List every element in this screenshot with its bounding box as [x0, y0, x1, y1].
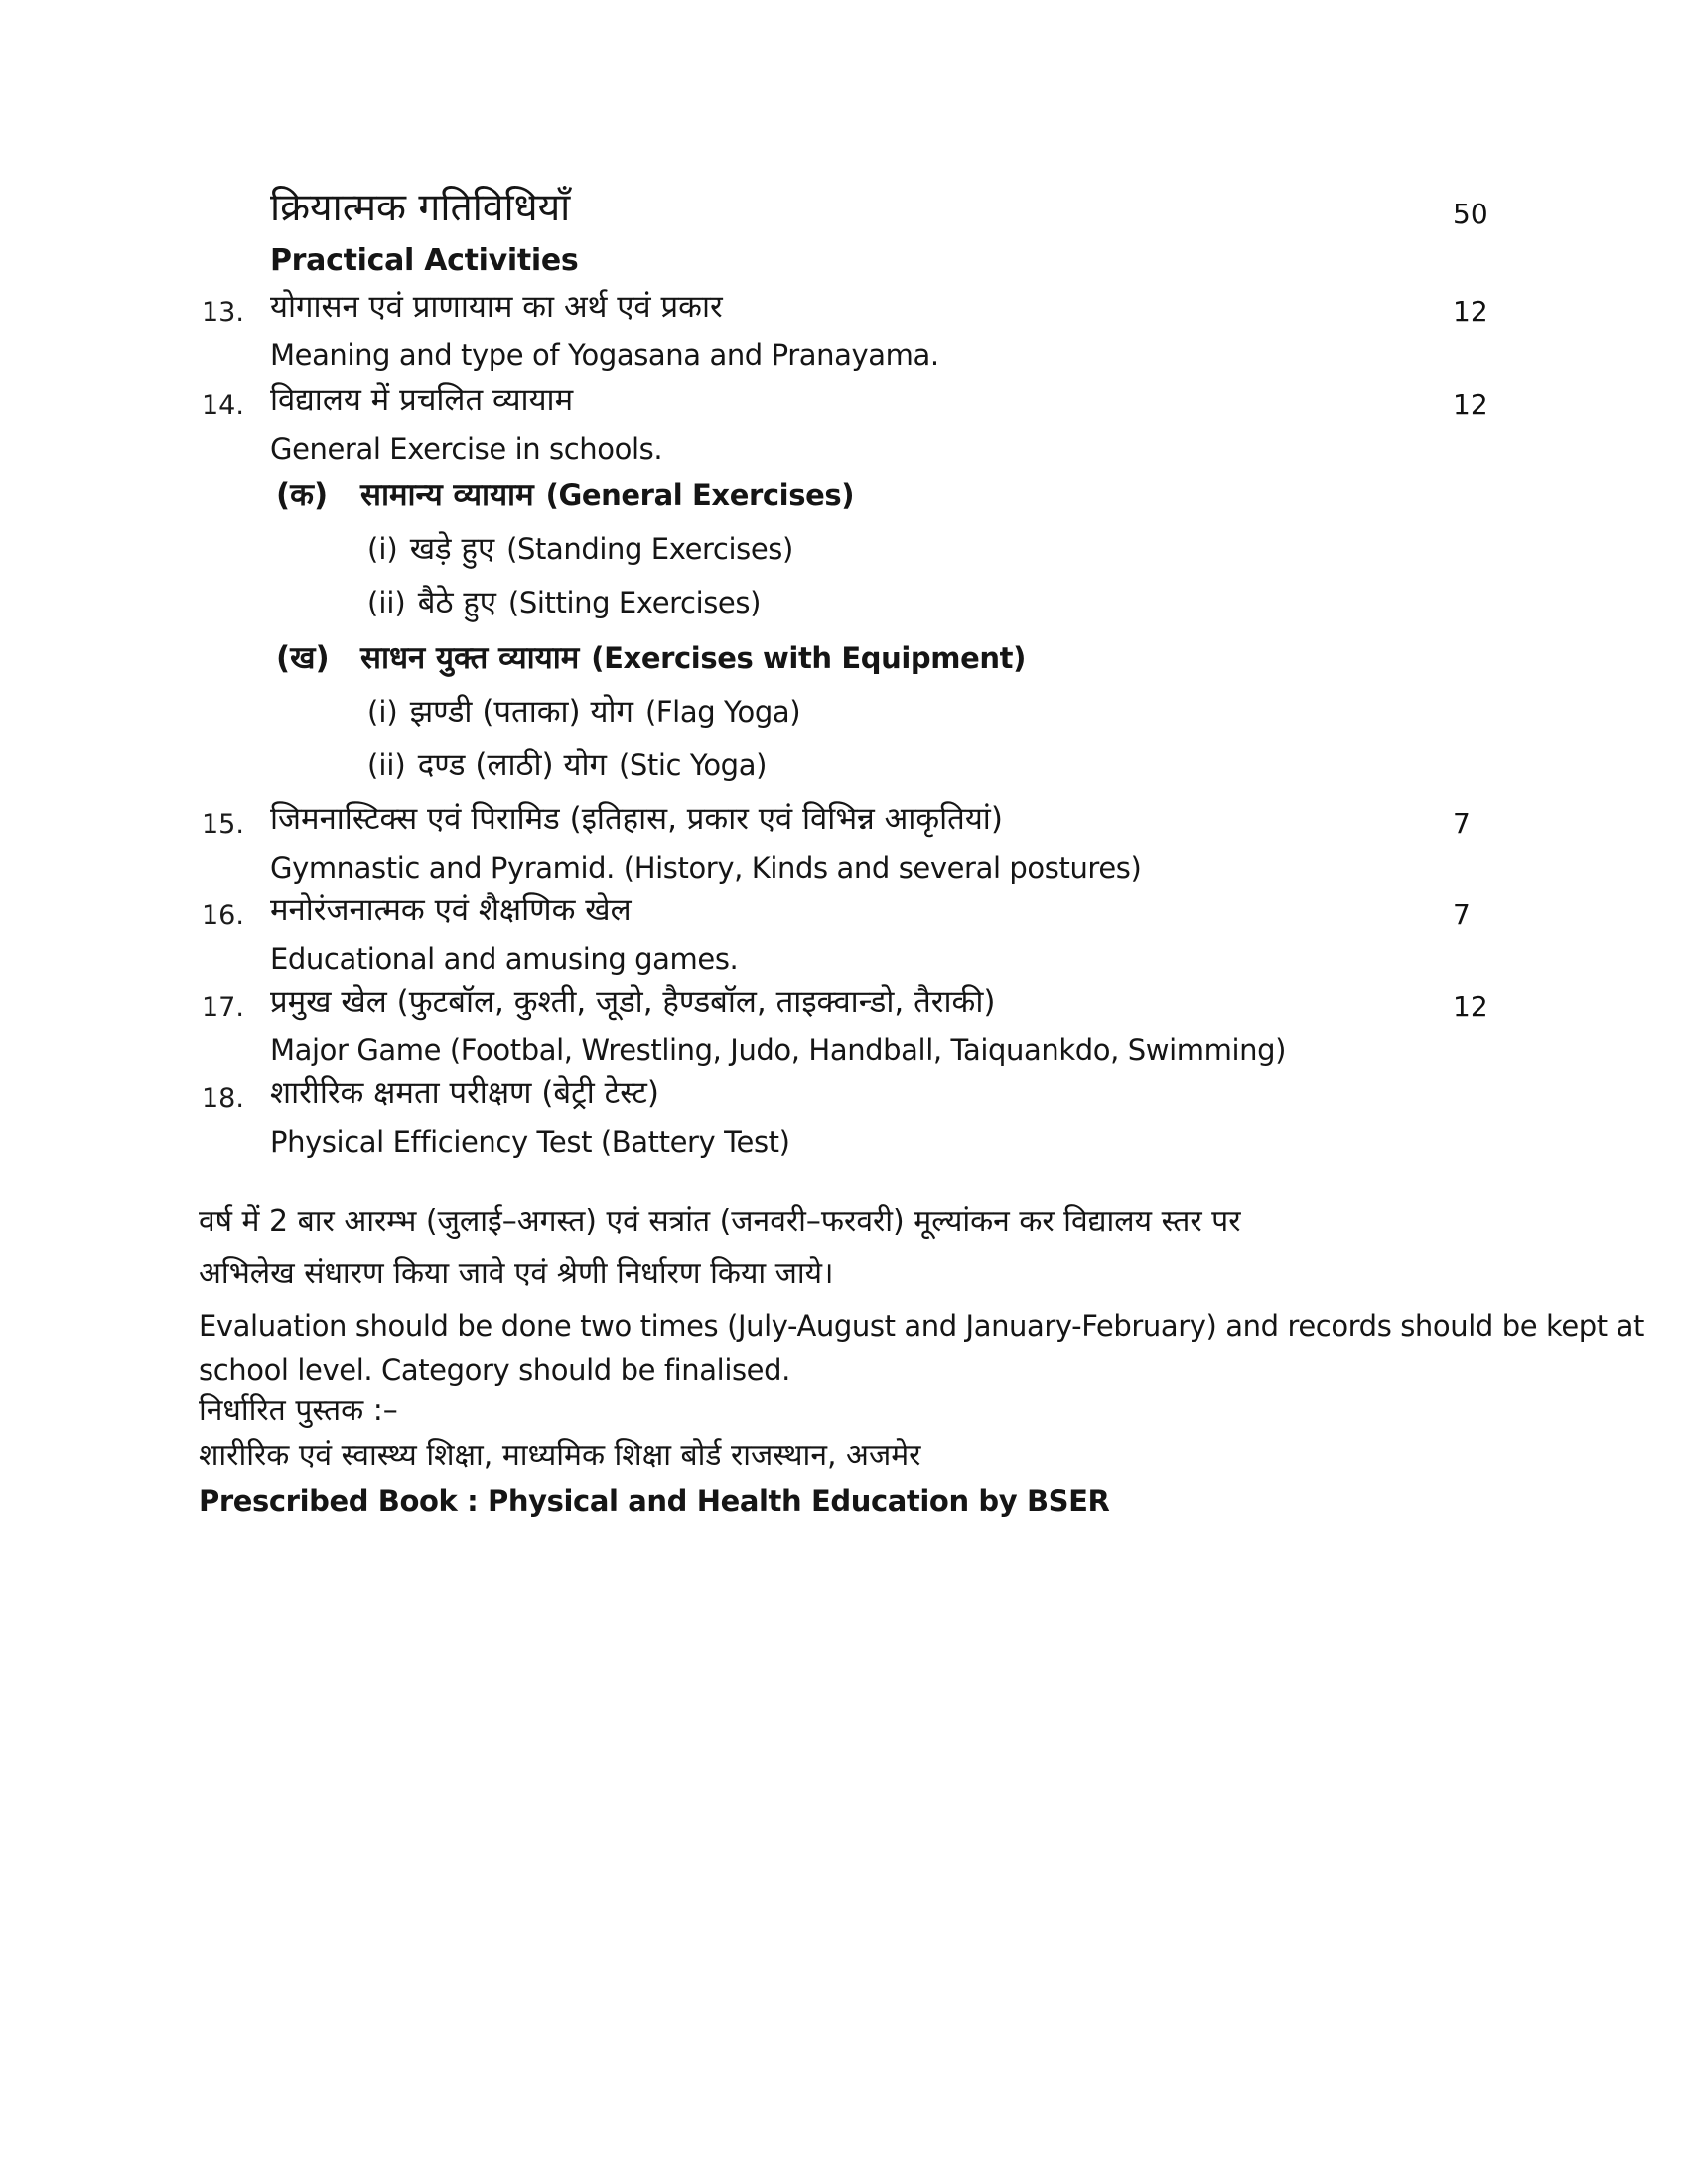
item-13-number: 13. — [202, 297, 244, 328]
item-18-title-hindi: शारीरिक क्षमता परीक्षण (बेट्री टेस्ट) — [270, 1075, 660, 1111]
subsection-ka-title-english: (General Exercises) — [545, 478, 855, 512]
point-i-label: (i) — [367, 695, 398, 729]
subsection-ka-title — [360, 477, 854, 515]
item-16-marks: 7 — [1453, 898, 1471, 931]
point-i-hindi: खड़े हुए — [409, 531, 495, 567]
evaluation-note-hindi-line2: अभिलेख संधारण किया जावे एवं श्रेणी निर्धारण किया जाये। — [199, 1256, 834, 1291]
prescribed-book-label-hindi: निर्धारित पुस्तक :– — [199, 1393, 398, 1428]
item-16-title-english: Educational and amusing games. — [270, 942, 739, 976]
item-14-number: 14. — [202, 390, 244, 421]
subsection-ka-point-1 — [367, 530, 793, 569]
point-i-english: (Flag Yoga) — [644, 695, 801, 729]
point-i-label: (i) — [367, 532, 398, 566]
item-18-number: 18. — [202, 1083, 244, 1114]
item-15-number: 15. — [202, 809, 244, 840]
subsection-kha-title-english: (Exercises with Equipment) — [591, 641, 1026, 675]
item-15-title-english: Gymnastic and Pyramid. (History, Kinds and several postures) — [270, 851, 1142, 885]
point-ii-hindi: दण्ड (लाठी) योग — [417, 748, 607, 783]
subsection-ka-point-2 — [367, 584, 761, 622]
item-17-title-hindi: प्रमुख खेल (फुटबॉल, कुश्ती, जूडो, हैण्डबॉल, ताइक्वान्डो, तैराकी) — [270, 984, 996, 1020]
item-16-title-hindi: मनोरंजनात्मक एवं शैक्षणिक खेल — [270, 892, 632, 928]
item-14-marks: 12 — [1453, 388, 1488, 421]
point-i-english: (Standing Exercises) — [506, 532, 793, 566]
subsection-kha-label: (ख) — [276, 640, 330, 676]
item-13-title-english: Meaning and type of Yogasana and Pranayama. — [270, 339, 939, 372]
subsection-kha-title-hindi: साधन युक्त व्यायाम — [360, 640, 580, 676]
item-14-title-english: General Exercise in schools. — [270, 432, 663, 466]
evaluation-note-english-line1: Evaluation should be done two times (July-August and January-February) and records should be kept at — [199, 1309, 1644, 1343]
point-ii-english: (Stic Yoga) — [618, 749, 767, 782]
section-marks: 50 — [1453, 198, 1488, 230]
item-17-title-english: Major Game (Footbal, Wrestling, Judo, Handball, Taiquankdo, Swimming) — [270, 1033, 1287, 1067]
item-16-number: 16. — [202, 900, 244, 931]
subsection-kha-title — [360, 639, 1026, 678]
item-13-marks: 12 — [1453, 295, 1488, 328]
evaluation-note-english-line2: school level. Category should be finalised. — [199, 1353, 790, 1387]
item-13-title-hindi: योगासन एवं प्राणायाम का अर्थ एवं प्रकार — [270, 289, 723, 325]
point-ii-english: (Sitting Exercises) — [507, 586, 762, 619]
item-18-title-english: Physical Efficiency Test (Battery Test) — [270, 1125, 790, 1159]
prescribed-book-english: Prescribed Book : Physical and Health Education by BSER — [199, 1484, 1110, 1518]
section-title-hindi: क्रियात्मक गतिविधियाँ — [270, 186, 571, 230]
point-i-hindi: झण्डी (पताका) योग — [409, 694, 633, 730]
point-ii-label: (ii) — [367, 749, 406, 782]
item-17-number: 17. — [202, 992, 244, 1023]
section-title-english: Practical Activities — [270, 243, 579, 278]
item-17-marks: 12 — [1453, 990, 1488, 1023]
point-ii-label: (ii) — [367, 586, 406, 619]
subsection-kha-point-2 — [367, 747, 767, 785]
subsection-kha-point-1 — [367, 693, 800, 732]
item-15-marks: 7 — [1453, 807, 1471, 840]
item-14-title-hindi: विद्यालय में प्रचलित व्यायाम — [270, 382, 574, 418]
subsection-ka-title-hindi: सामान्य व्यायाम — [360, 478, 534, 513]
evaluation-note-hindi-line1: वर्ष में 2 बार आरम्भ (जुलाई–अगस्त) एवं सत्रांत (जनवरी–फरवरी) मूल्यांकन कर विद्यालय स्तर पर — [199, 1204, 1241, 1239]
point-ii-hindi: बैठे हुए — [417, 585, 496, 620]
subsection-ka-label: (क) — [276, 478, 329, 513]
item-15-title-hindi: जिमनास्टिक्स एवं पिरामिड (इतिहास, प्रकार एवं विभिन्न आकृतियां) — [270, 801, 1003, 837]
prescribed-book-hindi: शारीरिक एवं स्वास्थ्य शिक्षा, माध्यमिक शिक्षा बोर्ड राजस्थान, अजमेर — [199, 1438, 921, 1473]
